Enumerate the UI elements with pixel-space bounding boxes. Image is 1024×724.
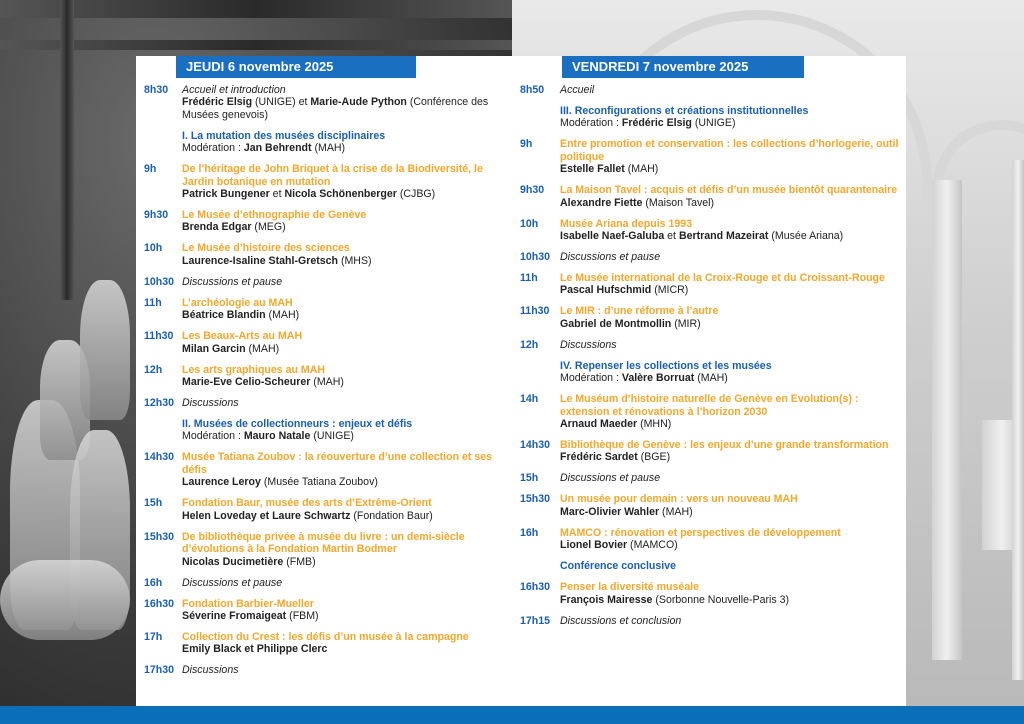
footer-band <box>0 706 1024 724</box>
entry-time: 14h <box>520 393 539 406</box>
entry-time: 10h <box>520 217 539 230</box>
speaker-affiliation: (MAH) <box>311 142 346 155</box>
program-entry <box>144 276 506 288</box>
entry-time: 10h <box>144 242 163 255</box>
entry-body <box>182 631 506 656</box>
speaker-affiliation: (MHN) <box>637 418 672 431</box>
speaker-name: Emily Black et Philippe Clerc <box>182 643 328 656</box>
entry-body <box>182 84 506 121</box>
speaker-affiliation: (MAH) <box>245 342 280 355</box>
program-entry <box>520 305 900 330</box>
entry-speakers <box>182 96 506 121</box>
entry-time: 11h30 <box>520 305 550 318</box>
speaker-affiliation: (Musée Tatiana Zoubov) <box>260 476 378 489</box>
speaker-affiliation: (UNIGE) et <box>252 96 311 109</box>
entry-body <box>182 242 506 267</box>
speaker-affiliation: (CJBG) <box>396 188 436 201</box>
entry-body <box>182 598 506 623</box>
day-header: VENDREDI 7 novembre 2025 <box>562 56 804 78</box>
speaker-name: Mauro Natale <box>243 430 311 443</box>
entry-time: 10h30 <box>520 251 551 264</box>
entry-title: Fondation Baur, musée des arts d’Extrême-Orient <box>182 497 432 510</box>
speaker-name: Gabriel de Montmollin <box>560 317 672 330</box>
entry-title: Musée Ariana depuis 1993 <box>560 217 693 230</box>
entry-title: Discussions <box>182 397 239 410</box>
program-entry <box>144 418 506 443</box>
speaker-name: Brenda Edgar <box>182 221 252 234</box>
entry-speakers <box>560 284 900 296</box>
program-entry <box>144 163 506 200</box>
entry-title: Discussions et pause <box>182 275 283 288</box>
entry-speakers <box>560 418 900 430</box>
entry-body <box>182 297 506 322</box>
speaker-name: Marie-Aude Python <box>310 96 407 109</box>
program-entry <box>144 577 506 589</box>
entry-body <box>560 439 900 464</box>
entry-speakers <box>560 451 900 463</box>
speaker-name: Bertrand Mazeirat <box>678 230 769 243</box>
entry-title: Penser la diversité muséale <box>560 581 699 594</box>
entry-body <box>182 531 506 568</box>
entry-title: Le Musée d’histoire des sciences <box>182 242 350 255</box>
program-entry <box>144 531 506 568</box>
entry-time: 16h30 <box>520 581 551 594</box>
entry-speakers <box>560 163 900 175</box>
speaker-affiliation: (MAH) <box>624 163 659 176</box>
day-panel-thursday <box>136 56 512 706</box>
entry-title: Fondation Barbier-Mueller <box>182 597 314 610</box>
entry-title: Musée Tatiana Zoubov : la réouverture d’une collection et ses défis <box>182 451 493 476</box>
speaker-name: Laurence-Isaline Stahl-Gretsch <box>182 254 339 267</box>
program-entry <box>144 209 506 234</box>
program-entry <box>520 339 900 351</box>
entry-time: 11h <box>520 272 538 285</box>
entry-speakers <box>182 643 506 655</box>
entry-body <box>560 360 900 385</box>
program-entry <box>520 272 900 297</box>
program-entry <box>520 218 900 243</box>
entry-body <box>182 497 506 522</box>
speaker-name: Nicola Schönenberger <box>284 188 397 201</box>
entry-title: Discussions et pause <box>182 576 283 589</box>
entry-body <box>182 577 506 589</box>
program-entry <box>520 251 900 263</box>
entry-time: 9h30 <box>520 184 545 197</box>
speaker-name: Estelle Fallet <box>560 163 625 176</box>
entry-title: Entre promotion et conservation : les collections d’horlogerie, outil politique <box>560 138 899 163</box>
speaker-affiliation: (FMB) <box>283 555 316 568</box>
entry-time: 17h <box>144 630 163 643</box>
program-entry <box>144 130 506 155</box>
entry-body <box>560 272 900 297</box>
entry-speakers <box>560 539 900 551</box>
program-entry <box>144 664 506 676</box>
speaker-name: Valère Borruat <box>621 372 695 385</box>
entry-title: Conférence conclusive <box>560 560 676 573</box>
entry-time: 16h30 <box>144 597 175 610</box>
entry-title: L’archéologie au MAH <box>182 296 293 309</box>
entry-speakers <box>560 594 900 606</box>
entry-speakers <box>560 230 900 242</box>
speaker-affiliation: (MEG) <box>251 221 286 234</box>
entry-time: 9h <box>144 163 157 176</box>
speaker-affiliation: (UNIGE) <box>310 430 354 443</box>
entry-speakers <box>560 506 900 518</box>
entry-body <box>182 418 506 443</box>
entry-title: Les arts graphiques au MAH <box>182 363 326 376</box>
speaker-name: Lionel Bovier <box>560 539 628 552</box>
entry-title: Le Musée d’ethnographie de Genève <box>182 209 367 222</box>
program-entry <box>144 84 506 121</box>
entry-body <box>560 527 900 552</box>
program-entry <box>520 138 900 175</box>
entry-time <box>520 360 560 385</box>
entry-body <box>182 209 506 234</box>
speaker-name: Frédéric Elsig <box>621 117 692 130</box>
entry-body <box>560 493 900 518</box>
entry-body <box>560 560 900 572</box>
entry-body <box>560 184 900 209</box>
entry-body <box>560 138 900 175</box>
entry-time: 15h <box>144 497 163 510</box>
entry-title: Discussions et conclusion <box>560 614 682 627</box>
program-entry <box>520 84 900 96</box>
speaker-name: Arnaud Maeder <box>560 418 638 431</box>
speaker-name: Helen Loveday et Laure Schwartz <box>182 509 351 522</box>
entry-time: 17h15 <box>520 614 551 627</box>
speaker-affiliation: (MAH) <box>310 376 344 389</box>
entry-body <box>182 664 506 676</box>
entry-time: 8h30 <box>144 84 169 96</box>
speaker-affiliation: (MAH) <box>694 372 728 385</box>
entry-title: Accueil <box>560 84 595 96</box>
program-entry <box>144 397 506 409</box>
speaker-affiliation: (Conférence des Musées genevois) <box>182 96 489 121</box>
entry-title: De l’héritage de John Briquet à la crise de la Biodiversité, le Jardin botanique en mutation <box>182 163 483 188</box>
entry-speakers <box>182 476 506 488</box>
entry-title: MAMCO : rénovation et perspectives de développement <box>560 526 841 539</box>
entry-time: 15h30 <box>520 493 551 506</box>
speaker-name: Alexandre Fiette <box>560 196 643 209</box>
entry-time <box>520 560 560 572</box>
program-list <box>144 84 506 685</box>
day-panel-friday <box>512 56 906 706</box>
program-entry <box>520 439 900 464</box>
program-entry <box>144 364 506 389</box>
entry-body <box>560 339 900 351</box>
speaker-affiliation: et <box>269 188 285 201</box>
entry-title: Discussions et pause <box>560 472 661 485</box>
speaker-affiliation: (Fondation Baur) <box>350 509 433 522</box>
program-entry <box>144 497 506 522</box>
speaker-affiliation: (MAH) <box>659 505 693 518</box>
entry-time: 12h <box>520 338 539 351</box>
program-entry <box>520 105 900 130</box>
program-entry <box>520 527 900 552</box>
entry-time <box>520 105 560 130</box>
entry-time: 11h <box>144 296 162 309</box>
entry-title: De bibliothèque privée à musée du livre : un demi-siècle d’évolutions à la Fondation Martin Bodmer <box>182 530 465 556</box>
program-entry <box>144 631 506 656</box>
entry-speakers <box>182 376 506 388</box>
entry-body <box>560 393 900 430</box>
program-entry <box>520 360 900 385</box>
speaker-affiliation: Modération : <box>560 117 622 130</box>
speaker-affiliation: (MHS) <box>338 254 372 267</box>
speaker-name: Nicolas Ducimetière <box>182 555 284 568</box>
entry-speakers <box>560 117 900 129</box>
entry-body <box>182 364 506 389</box>
entry-body <box>182 276 506 288</box>
entry-time: 15h30 <box>144 530 175 543</box>
speaker-name: François Mairesse <box>560 593 653 606</box>
program-entry <box>520 493 900 518</box>
speaker-affiliation: (MIR) <box>671 317 701 330</box>
entry-speakers <box>560 318 900 330</box>
entry-body <box>560 581 900 606</box>
entry-body <box>560 305 900 330</box>
speaker-affiliation: (UNIGE) <box>691 117 736 130</box>
speaker-affiliation: (Musée Ariana) <box>768 230 844 243</box>
entry-speakers <box>560 197 900 209</box>
entry-speakers <box>182 221 506 233</box>
entry-body <box>560 251 900 263</box>
speaker-name: Béatrice Blandin <box>182 309 266 322</box>
entry-title: Accueil et introduction <box>182 84 286 96</box>
program-entry <box>520 560 900 572</box>
speaker-affiliation: (Sorbonne Nouvelle-Paris 3) <box>652 593 790 606</box>
entry-title: Le MIR : d’une réforme à l’autre <box>560 305 719 318</box>
entry-time: 11h30 <box>144 330 174 343</box>
entry-speakers <box>182 188 506 200</box>
entry-time: 16h <box>144 576 163 589</box>
entry-time: 14h30 <box>144 451 175 464</box>
entry-body <box>560 84 900 96</box>
entry-body <box>182 130 506 155</box>
day-header: JEUDI 6 novembre 2025 <box>176 56 416 78</box>
speaker-name: Patrick Bungener <box>182 188 270 201</box>
entry-time: 14h30 <box>520 439 551 452</box>
entry-title: Discussions <box>182 664 239 677</box>
program-entry <box>144 598 506 623</box>
entry-time: 12h30 <box>144 397 175 410</box>
speaker-affiliation: Modération : <box>182 430 244 443</box>
speaker-name: Frédéric Sardet <box>560 451 638 464</box>
entry-body <box>182 451 506 488</box>
entry-title: Discussions et pause <box>560 251 661 264</box>
entry-time: 17h30 <box>144 664 175 677</box>
program-entry <box>520 472 900 484</box>
speaker-name: Isabelle Naef-Galuba <box>560 230 665 243</box>
entry-time: 9h30 <box>144 209 169 222</box>
entry-time: 12h <box>144 363 163 376</box>
entry-time: 15h <box>520 472 539 485</box>
entry-body <box>560 615 900 627</box>
entry-body <box>182 330 506 355</box>
entry-body <box>182 163 506 200</box>
speaker-name: Laurence Leroy <box>182 476 261 489</box>
speaker-name: Jan Behrendt <box>243 142 312 155</box>
entry-title: IV. Repenser les collections et les musées <box>560 359 772 372</box>
entry-title: Bibliothèque de Genève : les enjeux d’une grande transformation <box>560 439 889 452</box>
entry-body <box>560 105 900 130</box>
program-entry <box>520 393 900 430</box>
entry-title: La Maison Tavel : acquis et défis d’un musée bientôt quarantenaire <box>560 184 898 197</box>
speaker-affiliation: Modération : <box>182 142 244 155</box>
speaker-name: Séverine Fromaigeat <box>182 609 287 622</box>
entry-time <box>144 130 182 155</box>
entry-body <box>182 397 506 409</box>
entry-speakers <box>182 142 506 154</box>
entry-body <box>560 218 900 243</box>
program-entry <box>144 242 506 267</box>
entry-body <box>560 472 900 484</box>
speaker-affiliation: (MAMCO) <box>627 539 678 552</box>
speaker-name: Marie-Eve Celio-Scheurer <box>182 376 311 389</box>
entry-title: III. Reconfigurations et créations institutionnelles <box>560 105 809 117</box>
entry-title: II. Musées de collectionneurs : enjeux et défis <box>182 418 413 431</box>
entry-time: 8h50 <box>520 84 545 96</box>
entry-speakers <box>560 372 900 384</box>
entry-speakers <box>182 510 506 522</box>
entry-title: Discussions <box>560 338 617 351</box>
program-entry <box>144 330 506 355</box>
program-entry <box>520 581 900 606</box>
program-entry <box>520 615 900 627</box>
speaker-name: Marc-Olivier Wahler <box>560 505 660 518</box>
entry-speakers <box>182 430 506 442</box>
speaker-affiliation: (MICR) <box>651 284 689 297</box>
entry-speakers <box>182 556 506 568</box>
program-entry <box>520 184 900 209</box>
entry-speakers <box>182 309 506 321</box>
speaker-name: Milan Garcin <box>182 342 246 355</box>
speaker-name: Frédéric Elsig <box>182 96 253 109</box>
entry-time: 16h <box>520 526 539 539</box>
speaker-name: Pascal Hufschmid <box>560 284 652 297</box>
entry-title: Collection du Crest : les défis d’un musée à la campagne <box>182 630 469 643</box>
speaker-affiliation: et <box>664 230 679 243</box>
entry-speakers <box>182 610 506 622</box>
entry-title: Un musée pour demain : vers un nouveau MAH <box>560 493 798 506</box>
speaker-affiliation: Modération : <box>560 372 622 385</box>
speaker-affiliation: (FBM) <box>286 609 319 622</box>
entry-time: 10h30 <box>144 275 175 288</box>
speaker-affiliation: (BGE) <box>637 451 671 464</box>
entry-time: 9h <box>520 138 533 151</box>
entry-title: Les Beaux-Arts au MAH <box>182 330 303 343</box>
program-list <box>520 84 900 636</box>
entry-title: I. La mutation des musées disciplinaires <box>182 129 386 142</box>
entry-speakers <box>182 255 506 267</box>
program-entry <box>144 451 506 488</box>
entry-time <box>144 418 182 443</box>
entry-title: Le Muséum d’histoire naturelle de Genève en Evolution(s) : extension et rénovations à l’horizon 2030 <box>560 393 859 418</box>
entry-title: Le Musée international de la Croix-Rouge et du Croissant-Rouge <box>560 272 885 285</box>
speaker-affiliation: (Maison Tavel) <box>642 196 715 209</box>
entry-speakers <box>182 343 506 355</box>
speaker-affiliation: (MAH) <box>265 309 300 322</box>
program-entry <box>144 297 506 322</box>
